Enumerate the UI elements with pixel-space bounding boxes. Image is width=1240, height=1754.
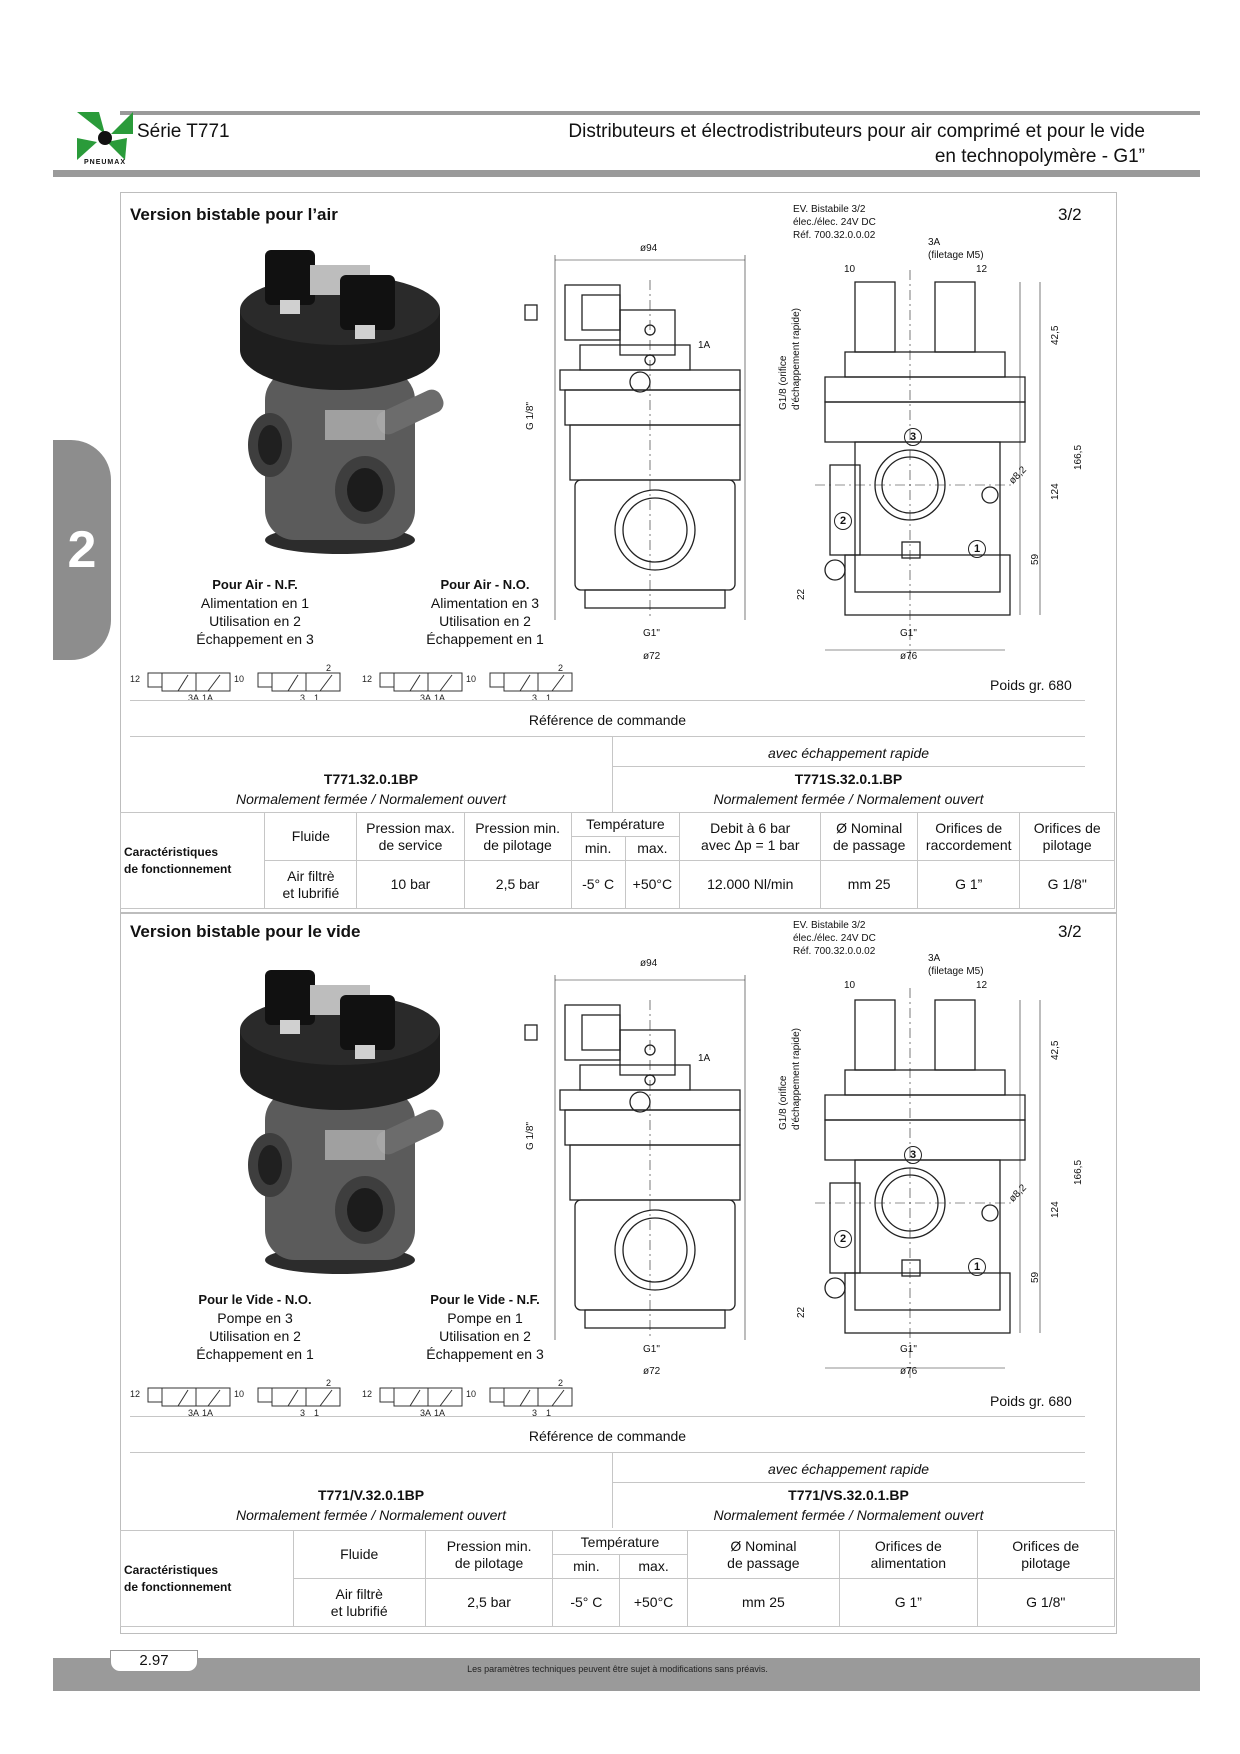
- air-mode-right-l3: Échappement en 1: [426, 631, 544, 647]
- vide-mode-left: [170, 1290, 340, 1363]
- air-sym-r3: 3: [532, 693, 538, 703]
- air-sym-2: 2: [326, 663, 332, 673]
- air-v-fluide: [265, 861, 357, 909]
- vide-row-label2: de fonctionnement: [121, 1579, 294, 1627]
- air-port-3: 3: [904, 428, 922, 446]
- vide-v-tmax: +50°C: [620, 1579, 687, 1627]
- air-weight: Poids gr. 680: [990, 677, 1072, 693]
- air-v-fluide2: et lubrifié: [282, 884, 340, 901]
- vide-pneumatic-symbol-right: [360, 1378, 590, 1418]
- air-dim-orifice2: d'échappement rapide): [791, 308, 802, 410]
- vide-dim-94: ø94: [640, 958, 658, 969]
- air-sym-10: 10: [234, 674, 245, 684]
- air-dim-1a: 1A: [698, 340, 711, 351]
- air-row-label2: de fonctionnement: [121, 861, 265, 909]
- air-dim-425: 42,5: [1050, 325, 1061, 345]
- vide-pneumatic-symbol-left: [128, 1378, 358, 1418]
- air-h-debit: [680, 813, 821, 861]
- air-sym-3: 3: [300, 693, 306, 703]
- vide-dim-1a: 1A: [698, 1053, 711, 1064]
- air-h-orr2: raccordement: [925, 836, 1012, 853]
- vide-h-nom2: de passage: [727, 1554, 800, 1571]
- chapter-tab: 2: [53, 440, 111, 660]
- vide-h-pmin2: de pilotage: [454, 1554, 524, 1571]
- vide-sym-r12: 12: [362, 1389, 373, 1399]
- vide-sym-12: 12: [130, 1389, 141, 1399]
- air-front-drawing: [520, 240, 750, 620]
- air-v-tmin: -5° C: [571, 861, 625, 909]
- vide-sym-r3a: 3A: [420, 1408, 432, 1418]
- air-mode-right-l2: Utilisation en 2: [439, 613, 531, 629]
- vide-h-temp: Température: [553, 1531, 687, 1555]
- air-ref-title: Référence de commande: [528, 712, 687, 728]
- air-sym-3a: 3A: [188, 693, 200, 703]
- air-ref-rule2: [130, 736, 1085, 737]
- vide-characteristics-table: [120, 1530, 1115, 1627]
- vide-v-fluide2: et lubrifié: [330, 1602, 388, 1619]
- vide-dim-82: ø8,2: [1007, 1182, 1029, 1205]
- air-ev-line2: élec./élec. 24V DC: [793, 217, 876, 228]
- vide-h-tmax: max.: [620, 1555, 687, 1579]
- vide-row-label1: Caractéristiques: [121, 1531, 294, 1579]
- air-section-title: Version bistable pour l’air: [130, 205, 338, 224]
- air-mode-right-l1: Alimentation en 3: [430, 595, 540, 611]
- air-v-pmin: 2,5 bar: [464, 861, 571, 909]
- vide-nfno-right: Normalement fermée / Normalement ouvert: [713, 1507, 984, 1523]
- vide-ratio: 3/2: [1058, 922, 1082, 941]
- air-ref-rule1: [130, 700, 1085, 701]
- vide-sym-r3: 3: [532, 1408, 538, 1418]
- air-code-left: T771.32.0.1BP: [323, 771, 419, 787]
- air-v-pmax: 10 bar: [357, 861, 464, 909]
- vide-h-orp1: Orifices de: [1012, 1537, 1080, 1554]
- air-sym-r2: 2: [558, 663, 564, 673]
- air-mode-left-l1: Alimentation en 1: [200, 595, 310, 611]
- vide-ev-line2: élec./élec. 24V DC: [793, 933, 876, 944]
- air-port-1: 1: [968, 540, 986, 558]
- air-ratio: 3/2: [1058, 205, 1082, 224]
- vide-port-3: 3: [904, 1146, 922, 1164]
- vide-label-3a: 3A: [928, 953, 941, 964]
- air-mode-right-title: Pour Air - N.O.: [440, 577, 530, 592]
- vide-h-tmin: min.: [553, 1555, 620, 1579]
- vide-mode-right: [400, 1290, 570, 1363]
- vide-dim-1665: 166,5: [1073, 1159, 1084, 1185]
- air-sym-r1a: 1A: [434, 693, 446, 703]
- vide-ref-rule3: [612, 1482, 1085, 1483]
- vide-sym-r10: 10: [466, 1389, 477, 1399]
- vide-h-pmin: [425, 1531, 552, 1579]
- vide-dim-g18: G 1/8": [525, 1121, 536, 1150]
- air-nfno-right: Normalement fermée / Normalement ouvert: [713, 791, 984, 807]
- air-h-pmax: [357, 813, 464, 861]
- air-mode-right: [400, 575, 570, 648]
- air-port-2: 2: [834, 512, 852, 530]
- air-h-pmin2: de pilotage: [483, 836, 552, 853]
- vide-sym-r1: 1: [546, 1408, 552, 1418]
- air-dim-72: ø72: [643, 651, 661, 662]
- vide-weight: Poids gr. 680: [990, 1393, 1072, 1409]
- header-title-line1: Distributeurs et électrodistributeurs pour air comprimé et pour le vide: [568, 121, 1145, 142]
- vide-h-fluide: Fluide: [293, 1531, 425, 1579]
- vide-v-fluide: [293, 1579, 425, 1627]
- vide-mode-left-l2: Utilisation en 2: [209, 1328, 301, 1344]
- air-row-label1: Caractéristiques: [121, 813, 265, 861]
- series-title: Série T771: [137, 121, 230, 142]
- air-sym-r12: 12: [362, 674, 373, 684]
- air-v-tmax: +50°C: [625, 861, 680, 909]
- vide-h-ora2: alimentation: [870, 1554, 947, 1571]
- air-dim-g1-left: G1": [643, 628, 660, 639]
- header-title-line2: en technopolymère - G1”: [934, 146, 1145, 167]
- air-dim-76: ø76: [900, 651, 918, 662]
- vide-h-nom1: Ø Nominal: [730, 1537, 797, 1554]
- footer-note: Les paramètres techniques peuvent être sujet à modifications sans préavis.: [467, 1664, 768, 1674]
- air-h-nom1: Ø Nominal: [836, 819, 903, 836]
- footer-bar: [53, 1658, 1200, 1691]
- air-label-10: 10: [844, 264, 856, 275]
- pneumax-logo: [77, 112, 133, 168]
- air-h-pmax2: de service: [378, 836, 443, 853]
- air-v-orp: G 1/8": [1020, 861, 1115, 909]
- air-dim-94: ø94: [640, 243, 658, 254]
- vide-code-left: T771/V.32.0.1BP: [317, 1487, 425, 1503]
- air-valve-photo: [225, 240, 455, 560]
- air-dim-82: ø8,2: [1007, 464, 1029, 487]
- air-sym-12: 12: [130, 674, 141, 684]
- vide-dim-425: 42,5: [1050, 1040, 1061, 1060]
- vide-v-nom: mm 25: [687, 1579, 839, 1627]
- vide-ev-line1: EV. Bistabile 3/2: [793, 920, 866, 931]
- air-dim-22: 22: [796, 588, 807, 600]
- vide-sym-2: 2: [326, 1378, 332, 1388]
- vide-ref-rule1: [130, 1416, 1085, 1417]
- vide-dim-g1-left: G1": [643, 1344, 660, 1355]
- air-sym-1a: 1A: [202, 693, 214, 703]
- air-h-pmin1: Pression min.: [475, 819, 560, 836]
- air-v-debit: 12.000 Nl/min: [680, 861, 821, 909]
- vide-mode-left-title: Pour le Vide - N.O.: [198, 1292, 312, 1307]
- air-mode-left: [170, 575, 340, 648]
- vide-section-title: Version bistable pour le vide: [130, 922, 361, 941]
- vide-h-orp2: pilotage: [1021, 1554, 1071, 1571]
- air-h-orp1: Orifices de: [1033, 819, 1101, 836]
- vide-dim-76: ø76: [900, 1366, 918, 1377]
- vide-mode-left-l1: Pompe en 3: [217, 1310, 293, 1326]
- air-characteristics-table: [120, 812, 1115, 909]
- air-mode-left-l2: Utilisation en 2: [209, 613, 301, 629]
- air-ref-rule3: [612, 766, 1085, 767]
- air-code-right: T771S.32.0.1.BP: [794, 771, 903, 787]
- vide-v-tmin: -5° C: [553, 1579, 620, 1627]
- air-h-orp2: pilotage: [1042, 836, 1092, 853]
- vide-mode-left-l3: Échappement en 1: [196, 1346, 314, 1362]
- vide-dim-g1-right: G1": [900, 1344, 917, 1355]
- air-h-fluide: Fluide: [265, 813, 357, 861]
- air-dim-orifice: G1/8 (orifice: [778, 355, 789, 410]
- vide-ev-line3: Réf. 700.32.0.0.02: [793, 946, 876, 957]
- vide-h-orp: [977, 1531, 1114, 1579]
- vide-label-12: 12: [976, 980, 988, 991]
- air-sym-r3a: 3A: [420, 693, 432, 703]
- logo-text: PNEUMAX: [83, 159, 126, 166]
- air-h-pmin: [464, 813, 571, 861]
- vide-dim-59: 59: [1030, 1271, 1041, 1283]
- air-dim-g1-right: G1": [900, 628, 917, 639]
- vide-mode-right-title: Pour le Vide - N.F.: [430, 1292, 540, 1307]
- air-h-tmin: min.: [571, 837, 625, 861]
- air-h-orp: [1020, 813, 1115, 861]
- air-ev-line1: EV. Bistabile 3/2: [793, 204, 866, 215]
- air-sym-r10: 10: [466, 674, 477, 684]
- air-rapid: avec échappement rapide: [767, 745, 930, 761]
- vide-label-filetage: (filetage M5): [928, 966, 984, 977]
- vide-dim-orifice: G1/8 (orifice: [778, 1075, 789, 1130]
- vide-ref-rule2: [130, 1452, 1085, 1453]
- vide-sym-r2: 2: [558, 1378, 564, 1388]
- air-h-debit2: avec Δp = 1 bar: [701, 836, 800, 853]
- vide-h-nom: [687, 1531, 839, 1579]
- air-mode-left-title: Pour Air - N.F.: [212, 577, 298, 592]
- air-v-fluide1: Air filtrè: [287, 867, 335, 884]
- page-number: 2.97: [110, 1650, 198, 1672]
- air-h-debit1: Debit à 6 bar: [710, 819, 791, 836]
- vide-label-10: 10: [844, 980, 856, 991]
- vide-v-fluide1: Air filtrè: [335, 1585, 383, 1602]
- air-h-temp: Température: [571, 813, 680, 837]
- vide-mode-right-l2: Utilisation en 2: [439, 1328, 531, 1344]
- air-ev-line3: Réf. 700.32.0.0.02: [793, 230, 876, 241]
- vide-sym-3a: 3A: [188, 1408, 200, 1418]
- air-v-nom: mm 25: [821, 861, 918, 909]
- vide-nfno-left: Normalement fermée / Normalement ouvert: [236, 1507, 506, 1523]
- air-label-3a: 3A: [928, 237, 941, 248]
- header-bottom-rule: [53, 170, 1200, 177]
- air-v-orr: G 1”: [918, 861, 1020, 909]
- vide-sym-10: 10: [234, 1389, 245, 1399]
- vide-h-ora1: Orifices de: [874, 1537, 942, 1554]
- air-pneumatic-symbol-left: [128, 663, 358, 703]
- vide-dim-72: ø72: [643, 1366, 661, 1377]
- air-h-orr: [918, 813, 1020, 861]
- air-label-12: 12: [976, 264, 988, 275]
- air-h-tmax: max.: [625, 837, 680, 861]
- vide-sym-1a: 1A: [202, 1408, 214, 1418]
- air-h-nom: [821, 813, 918, 861]
- air-nfno-left: Normalement fermée / Normalement ouvert: [236, 791, 506, 807]
- vide-v-pmin: 2,5 bar: [425, 1579, 552, 1627]
- vide-port-2: 2: [834, 1230, 852, 1248]
- air-dim-59: 59: [1030, 553, 1041, 565]
- air-h-orr1: Orifices de: [935, 819, 1003, 836]
- vide-sym-1: 1: [314, 1408, 320, 1418]
- air-pneumatic-symbol-right: [360, 663, 590, 703]
- vide-h-ora: [840, 1531, 977, 1579]
- air-h-nom2: de passage: [832, 836, 906, 853]
- air-mode-left-l3: Échappement en 3: [196, 631, 314, 647]
- vide-sym-3: 3: [300, 1408, 306, 1418]
- vide-mode-right-l1: Pompe en 1: [447, 1310, 523, 1326]
- vide-valve-photo: [225, 960, 455, 1280]
- air-sym-1: 1: [314, 693, 320, 703]
- air-dim-g18: G 1/8": [525, 401, 536, 430]
- vide-rapid: avec échappement rapide: [767, 1461, 930, 1477]
- vide-sym-r1a: 1A: [434, 1408, 446, 1418]
- vide-dim-22: 22: [796, 1306, 807, 1318]
- air-dim-1665: 166,5: [1073, 444, 1084, 470]
- vide-code-right: T771/VS.32.0.1.BP: [788, 1487, 909, 1503]
- vide-ref-title: Référence de commande: [528, 1428, 687, 1444]
- vide-v-ora: G 1”: [840, 1579, 977, 1627]
- air-sym-r1: 1: [546, 693, 552, 703]
- air-label-filetage: (filetage M5): [928, 250, 984, 261]
- header-top-rule: [120, 111, 1200, 115]
- vide-mode-right-l3: Échappement en 3: [426, 1346, 544, 1362]
- vide-front-drawing: [520, 960, 750, 1340]
- vide-v-orp: G 1/8": [977, 1579, 1114, 1627]
- vide-port-1: 1: [968, 1258, 986, 1276]
- air-dim-124: 124: [1050, 483, 1061, 500]
- vide-h-pmin1: Pression min.: [446, 1537, 532, 1554]
- vide-dim-orifice2: d'échappement rapide): [791, 1028, 802, 1130]
- air-h-pmax1: Pression max.: [366, 819, 455, 836]
- vide-dim-124: 124: [1050, 1201, 1061, 1218]
